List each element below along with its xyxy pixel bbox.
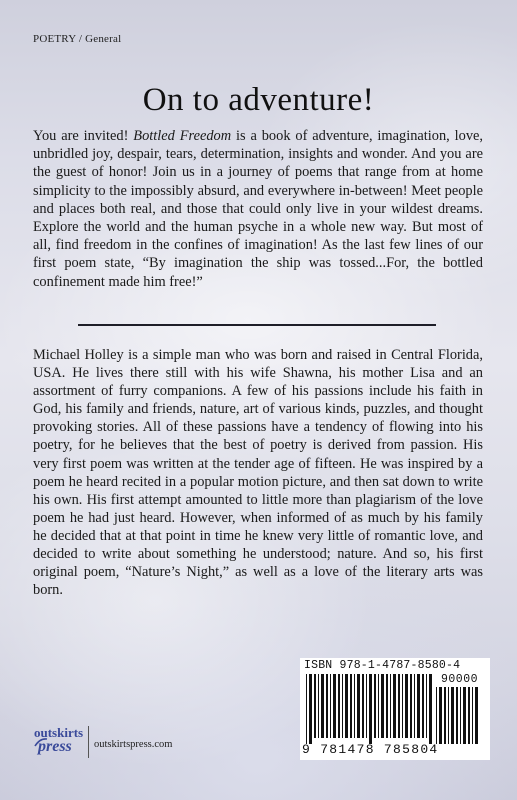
barcode-bar: [475, 687, 478, 744]
logo-word-top: outskirts: [34, 725, 84, 740]
barcode-bar: [460, 687, 461, 744]
book-blurb: [33, 127, 483, 291]
barcode-bar: [306, 674, 307, 744]
barcode-bar: [309, 674, 312, 744]
publisher-url: outskirtspress.com: [94, 739, 173, 750]
barcode-bar: [393, 674, 396, 738]
barcode-bar: [381, 674, 384, 738]
barcode-bar: [386, 674, 388, 738]
barcode-bar: [390, 674, 391, 738]
barcode-bar: [439, 687, 442, 744]
barcode-bar: [338, 674, 340, 738]
logo-separator: [88, 726, 89, 758]
blurb-intro: You are invited!: [33, 128, 134, 144]
barcode-bar: [472, 687, 473, 744]
barcode-bar: [414, 674, 415, 738]
barcode-bar: [426, 674, 427, 738]
author-bio: Michael Holley is a simple man who was born and raised in Central Florida, USA. He lives there still with his wife Shawna, his mother Lisa and an assortment of furry companions. A few of his passions include his faith in God, his family and friends, nature, art of various kinds, puzzles, and thought provoking stories. All of these passions have a tendency of flowing into his poetry, for he believes that the best of poetry is derived from passion. His very first poem was written at the tender age of fifteen. He was inspired by a poem he heard recited in a popular motion picture, and then sat down to write his own. His first attempt amounted to little more than plagiarism of the love poem he had just heard. However, when informed of as much by his family he decided that at that point in time he knew very little of romantic love, and decided to write about something he understood; nature. And so, his first original poem, “Nature’s Night,” as well as a love of the literary arts was born.: [33, 347, 483, 599]
barcode-bar: [342, 674, 343, 738]
barcode-bar: [321, 674, 324, 738]
barcode-bar: [314, 674, 316, 738]
logo-word-bottom: press: [38, 738, 72, 755]
price-addon-number: 90000: [440, 673, 478, 686]
barcode-bar: [333, 674, 336, 738]
headline: On to adventure!: [142, 82, 375, 118]
barcode-bar: [374, 674, 376, 738]
barcode-bar: [398, 674, 400, 738]
barcode-bar: [448, 687, 449, 744]
barcode-bar: [354, 674, 355, 738]
barcode-bar: [330, 674, 331, 738]
addon-bars: [436, 687, 484, 744]
barcode-bar: [451, 687, 454, 744]
barcode-bar: [362, 674, 364, 738]
barcode-bar: [350, 674, 352, 738]
barcode-bar: [410, 674, 412, 738]
blurb-body: is a book of adventure, imagination, love, unbridled joy, despair, tears, determination, insights and wonder. And you are the guest of honor! Join us in a journey of poems that range from at home simplicity to the impossibly absurd, and everywhere in-between! Meet people and places both real, and those that could only live in your wildest dreams. Explore the world and the human psyche in a whole new way. But most of all, find freedom in the confines of imagination! As the last few lines of our first poem state, “By imagination the ship was tossed...For, the bottled confinement made him free!”: [33, 128, 484, 290]
barcode-bar: [436, 687, 437, 744]
ean-digits: 9 781478 785804: [302, 742, 439, 757]
barcode-bar: [366, 674, 367, 738]
barcode-bar: [369, 674, 372, 744]
barcode-bar: [345, 674, 348, 738]
barcode-bar: [463, 687, 466, 744]
barcode-bar: [378, 674, 379, 738]
barcode-bar: [326, 674, 328, 738]
barcode-bar: [444, 687, 446, 744]
barcode-bar: [318, 674, 319, 738]
barcode-bar: [405, 674, 408, 738]
barcode-bar: [402, 674, 403, 738]
barcode-bar: [456, 687, 458, 744]
book-title: Bottled Freedom: [133, 128, 232, 144]
barcode-bar: [422, 674, 424, 738]
barcode-bar: [357, 674, 360, 738]
category-label: POETRY / General: [33, 33, 122, 45]
isbn-barcode: [300, 658, 490, 760]
barcode-bar: [429, 674, 432, 744]
ean-bars: [306, 674, 432, 744]
isbn-label: ISBN 978-1-4787-8580-4: [304, 659, 461, 672]
publisher-logo: [34, 726, 82, 760]
section-divider: [78, 324, 436, 326]
barcode-bar: [417, 674, 420, 738]
logo-swoosh-icon: [34, 737, 48, 747]
barcode-bar: [468, 687, 470, 744]
